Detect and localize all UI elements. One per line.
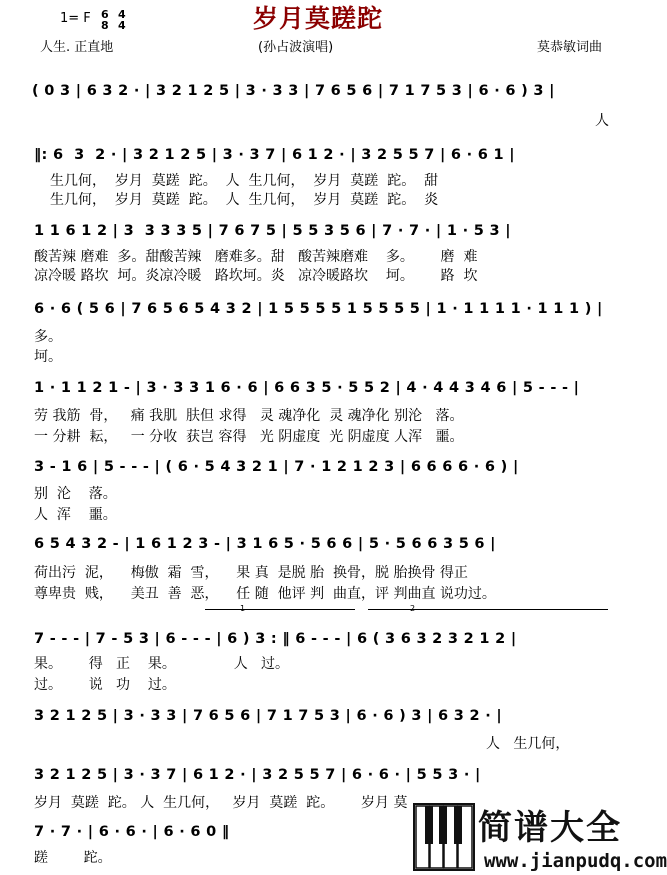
lyric-row-7a: 荷出污 泥， 梅傲 霜 雪， 果 真 是脱 胎 换骨，脱 胎换骨 得正 bbox=[34, 565, 468, 581]
notation-row-4: 6 · 6 ( 5 6 | 7 6 5 6 5 4 3 2 | 1 5 5 5 5 1 5 5 5 5 | 1 · 1 1 1 1 · 1 1 1 ) | bbox=[34, 301, 603, 317]
lyric-row-10: 岁月 莫蹉 跎。 人 生几何， 岁月 莫蹉 跎。 岁月 莫 bbox=[34, 795, 408, 811]
lyric-row-8a: 果。 得 正 果。 人 过。 bbox=[34, 656, 290, 672]
volta-bracket-2 bbox=[368, 609, 608, 610]
album-name: 人生. 正直地 bbox=[40, 40, 114, 55]
watermark bbox=[412, 800, 667, 875]
volta-number-2: 2 bbox=[410, 604, 416, 613]
song-title: 岁月莫蹉跎 bbox=[253, 4, 384, 33]
notation-row-11: 7 · 7 · | 6 · 6 · | 6 · 6 0 ‖ bbox=[34, 824, 230, 840]
notation-row-3: 1 1 6 1 2 | 3 3 3 3 5 | 7 6 7 5 | 5 5 3 5 6 | 7 · 7 · | 1 · 5 3 | bbox=[34, 223, 511, 239]
lyric-row-4b: 坷。 bbox=[34, 349, 62, 365]
time-signature-6-8: 6 8 bbox=[101, 8, 109, 32]
lyric-row-4a: 多。 bbox=[34, 329, 62, 345]
lyric-row-3b: 凉冷暖 路坎 坷。炎凉冷暖 路坎坷。炎 凉冷暖路坎 坷。 路 坎 bbox=[34, 268, 478, 284]
notation-row-7: 6 5 4 3 2 - | 1 6 1 2 3 - | 3 1 6 5 · 5 6 6 | 5 · 5 6 6 3 5 6 | bbox=[34, 536, 496, 552]
composer-credit: 莫恭敏词曲 bbox=[537, 40, 603, 55]
lyric-row-9: 人 生几何， bbox=[486, 736, 570, 752]
lyric-row-3a: 酸苦辣 磨难 多。甜酸苦辣 磨难多。甜 酸苦辣磨难 多。 磨 难 bbox=[34, 249, 478, 265]
lyric-row-1: 人 bbox=[595, 113, 609, 129]
lyric-row-8b: 过。 说 功 过。 bbox=[34, 677, 176, 693]
notation-row-2: ‖: 6 3 2 · | 3 2 1 2 5 | 3 · 3 7 | 6 1 2 · | 3 2 5 5 7 | 6 · 6 1 | bbox=[34, 147, 515, 163]
volta-bracket-1 bbox=[205, 609, 355, 610]
lyric-row-5a: 劳 我筋 骨， 痛 我肌 肤但 求得 灵 魂净化 灵 魂净化 别沦 落。 bbox=[34, 408, 464, 424]
lyric-row-6b: 人 浑 噩。 bbox=[34, 507, 117, 523]
lyric-row-7b: 尊卑贵 贱， 美丑 善 恶， 任 随 他评 判 曲直，评 判曲直 说功过。 bbox=[34, 586, 496, 602]
volta-number-1: 1 bbox=[240, 604, 246, 613]
time-signature-4-4: 4 4 bbox=[118, 8, 126, 32]
singer-credit: (孙占波演唱) bbox=[258, 40, 334, 55]
piano-keys-icon bbox=[414, 804, 474, 870]
notation-row-9: 3 2 1 2 5 | 3 · 3 3 | 7 6 5 6 | 7 1 7 5 3 | 6 · 6 ) 3 | 6 3 2 · | bbox=[34, 708, 503, 724]
notation-row-6: 3 - 1 6 | 5 - - - | ( 6 · 5 4 3 2 1 | 7 · 1 2 1 2 3 | 6 6 6 6 · 6 ) | bbox=[34, 459, 519, 475]
notation-row-8: 7 - - - | 7 - 5 3 | 6 - - - | 6 ) 3 : ‖ 6 - - - | 6 ( 3 6 3 2 3 2 1 2 | bbox=[34, 631, 517, 647]
lyric-row-11: 蹉 跎。 bbox=[34, 850, 112, 866]
watermark-url: www.jianpudq.com bbox=[484, 850, 667, 872]
key-signature: 1= F bbox=[60, 11, 91, 26]
watermark-title: 简谱大全 bbox=[478, 808, 622, 848]
lyric-row-2b: 生几何， 岁月 莫蹉 跎。 人 生几何， 岁月 莫蹉 跎。 炎 bbox=[50, 192, 439, 208]
lyric-row-6a: 别 沦 落。 bbox=[34, 486, 117, 502]
lyric-row-2a: 生几何， 岁月 莫蹉 跎。 人 生几何， 岁月 莫蹉 跎。 甜 bbox=[50, 173, 439, 189]
notation-row-10: 3 2 1 2 5 | 3 · 3 7 | 6 1 2 · | 3 2 5 5 7 | 6 · 6 · | 5 5 3 · | bbox=[34, 767, 481, 783]
lyric-row-5b: 一 分耕 耘， 一 分收 获岂 容得 光 阴虚度 光 阴虚度 人浑 噩。 bbox=[34, 429, 464, 445]
notation-row-5: 1 · 1 1 2 1 - | 3 · 3 3 1 6 · 6 | 6 6 3 5 · 5 5 2 | 4 · 4 4 3 4 6 | 5 - - - | bbox=[34, 380, 580, 396]
notation-row-1: ( 0 3 | 6 3 2 · | 3 2 1 2 5 | 3 · 3 3 | 7 6 5 6 | 7 1 7 5 3 | 6 · 6 ) 3 | bbox=[32, 83, 555, 99]
